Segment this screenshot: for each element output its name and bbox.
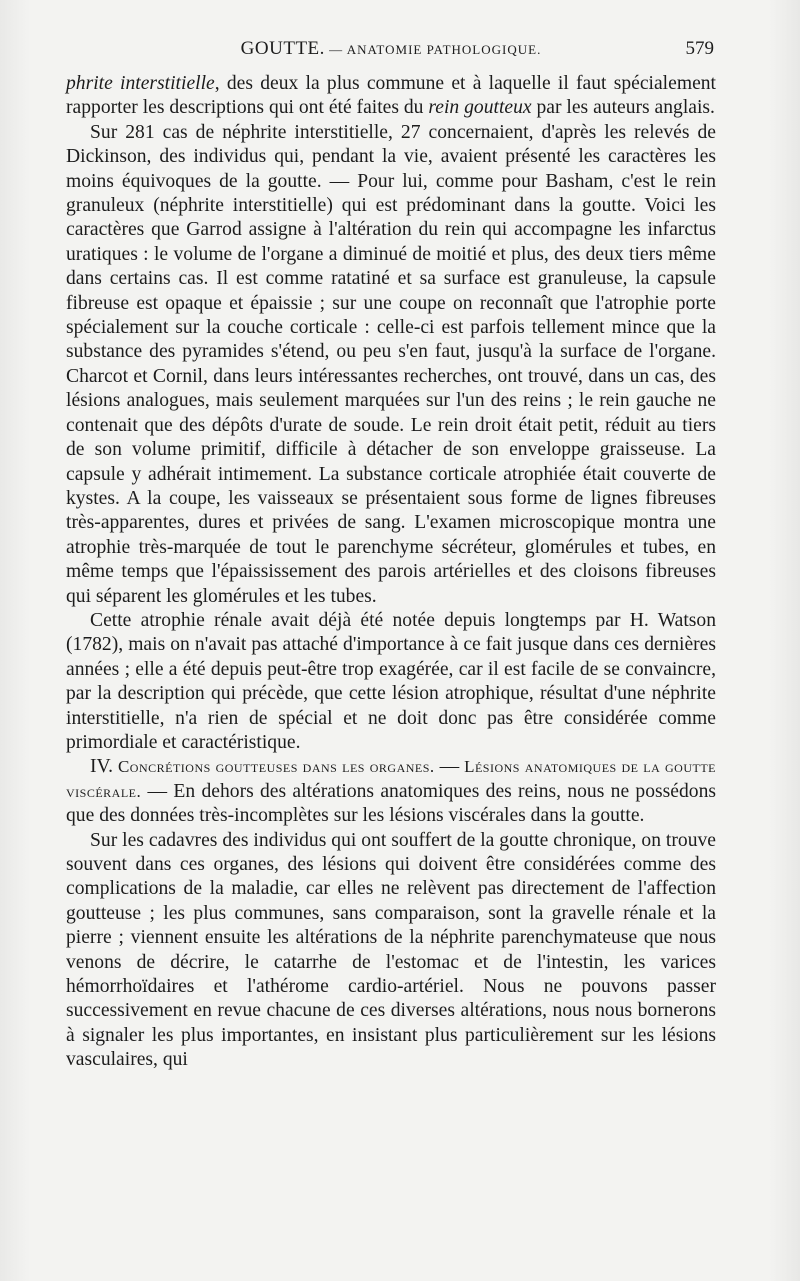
text-segment: Concrétions goutteuses dans les organes. xyxy=(117,757,435,777)
running-header xyxy=(68,38,714,68)
page-number: 579 xyxy=(685,38,714,59)
paragraph-3 xyxy=(66,609,716,755)
paragraph-2 xyxy=(66,121,716,609)
paragraph-5 xyxy=(66,829,716,1073)
body-text xyxy=(66,72,716,1073)
title-sub: ANATOMIE PATHOLOGIQUE. xyxy=(346,42,542,57)
title-main: GOUTTE. xyxy=(240,38,325,59)
text-segment: Cette atrophie rénale avait déjà été notée depuis longtemps par H. Watson (1782), mais on n'avait pas attaché d'importance à ce fait jusque dans ces dernières années ; elle a été depuis peut-être trop exagérée, car il est facile de se convaincre, par la description qui précède, que cette lésion atrophique, résultat d'une néphrite interstitielle, n'a rien de spécial et ne doit donc pas être considérée comme primordiale et caractéristique. xyxy=(66,609,716,753)
text-segment: phrite interstitielle xyxy=(66,73,215,94)
running-title xyxy=(68,38,714,60)
paragraph-4 xyxy=(66,755,716,828)
text-segment: rein goutteux xyxy=(428,97,532,119)
title-separator: — xyxy=(324,42,347,57)
text-segment: par les auteurs anglais. xyxy=(531,97,715,119)
text-segment: IV. xyxy=(90,756,118,778)
text-segment: Lésions anatomiques de la goutte viscérale. xyxy=(66,757,716,801)
text-segment: — En dehors des altérations anatomiques des reins, nous ne possédons que des données très-incomplètes sur les lésions viscérales dans la goutte. xyxy=(66,780,716,827)
paragraph-1 xyxy=(66,72,716,121)
text-segment: Sur les cadavres des individus qui ont souffert de la goutte chronique, on trouve souvent dans ces organes, des lésions qui doivent être considérées comme des complications de la maladie, car elles ne relèvent pas directement de l'affection goutteuse ; les plus communes, sans comparaison, sont la gravelle rénale et la pierre ; viennent ensuite les altérations de la néphrite parenchymateuse que nous venons de décrire, le catarrhe de l'estomac et de l'intestin, les varices hémorrhoïdaires et l'athérome cardio-artériel. Nous ne pouvons passer successivement en revue chacune de ces diverses altérations, nous nous bornerons à signaler les plus importantes, en insistant plus particulièrement sur les lésions vasculaires, qui xyxy=(66,829,716,1071)
text-segment: — xyxy=(434,756,465,778)
text-segment: , des deux la plus commune et à laquelle il faut spécialement rapporter les descriptions qui ont été faites du xyxy=(66,73,717,119)
text-segment: Sur 281 cas de néphrite interstitielle, 27 concernaient, d'après les relevés de Dickinson, des individus qui, pendant la vie, avaient présenté les caractères les moins équivoques de la goutte. — Pour lui, comme pour Basham, c'est le rein granuleux (néphrite interstitielle) qui est prédominant dans la goutte. Voici les caractères que Garrod assigne à l'altération du rein qui accompagne les infarctus uratiques : le volume de l'organe a diminué de moitié et plus, des deux tiers même dans certains cas. Il est comme ratatiné et sa surface est granuleuse, la capsule fibreuse est opaque et épaissie ; sur une coupe on reconnaît que l'atrophie porte spécialement sur la couche corticale : celle-ci est parfois tellement mince que la substance des pyramides s'étend, ou peu s'en faut, jusqu'à la surface de l'organe. Charcot et Cornil, dans leurs intéressantes recherches, ont trouvé, dans un cas, des lésions analogues, mais seulement marquées sur l'un des reins ; le rein gauche ne contenait que des dépôts d'urate de soude. Le rein droit était petit, réduit au tiers de son volume primitif, difficile à détacher de son enveloppe graisseuse. La capsule y adhérait intimement. La substance corticale atrophiée était couverte de kystes. A la coupe, les vaisseaux se présentaient sous forme de lignes fibreuses très-apparentes, dures et privées de sang. L'examen microscopique montra une atrophie très-marquée de tout le parenchyme sécréteur, glomérules et tubes, en même temps que l'épaississement des parois artérielles et des cloisons fibreuses qui séparent les glomérules et les tubes. xyxy=(66,121,716,607)
